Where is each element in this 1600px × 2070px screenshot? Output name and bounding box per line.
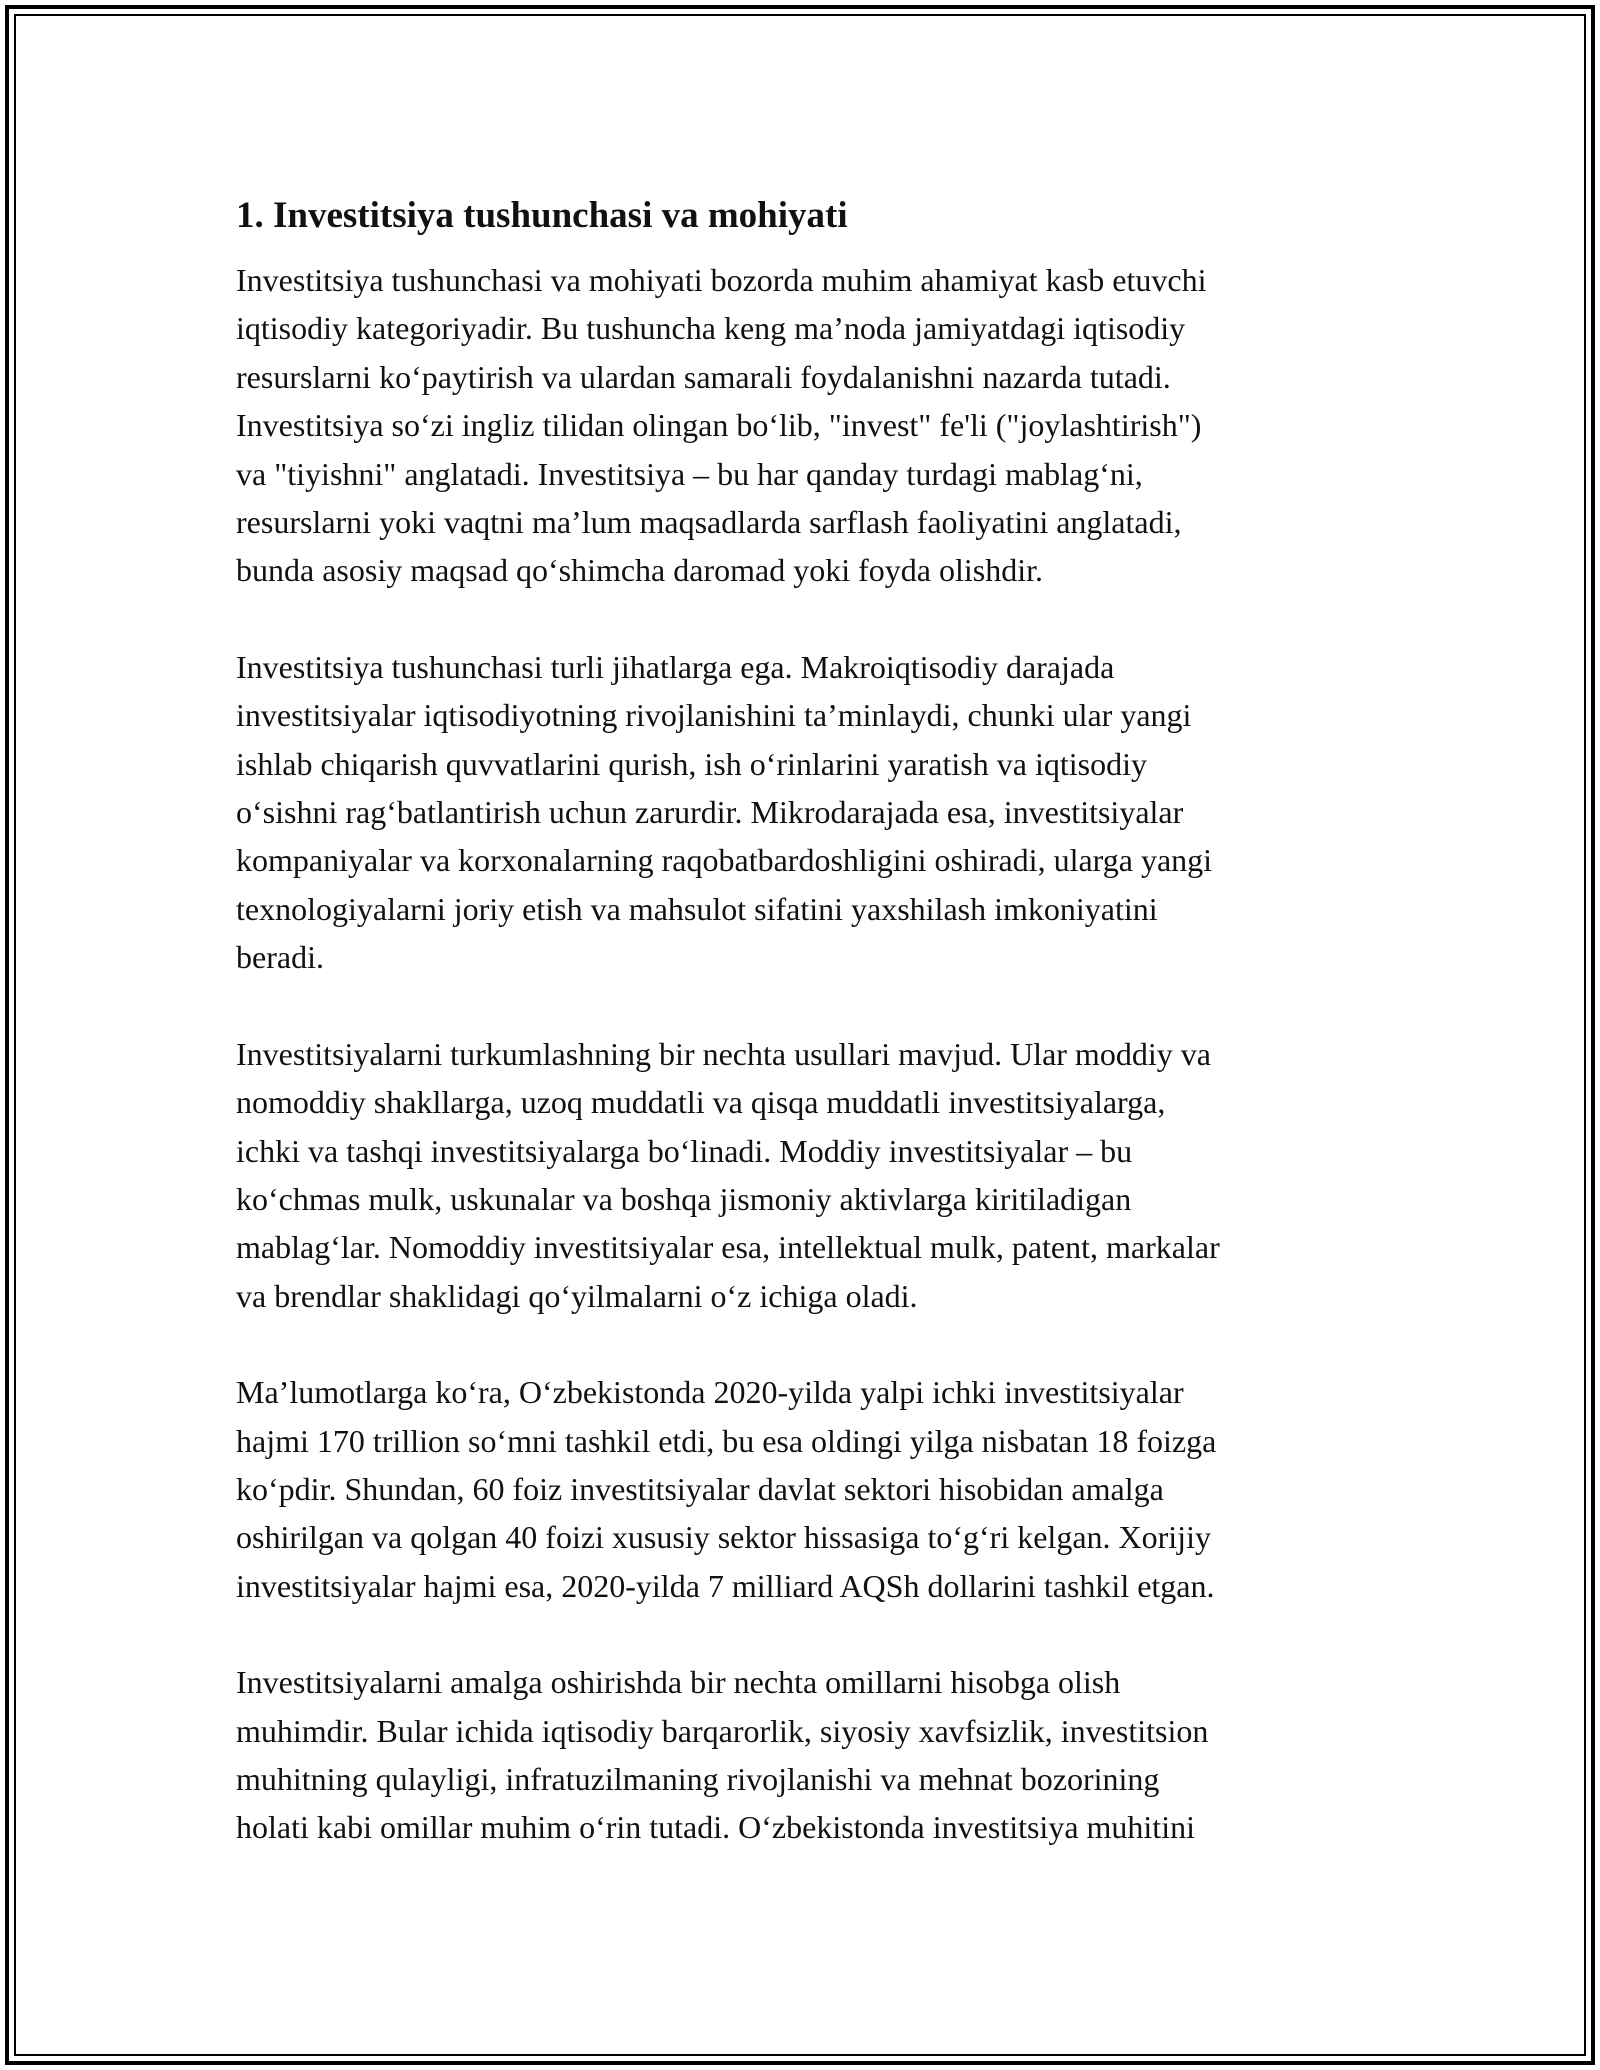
paragraph-line: oshirilgan va qolgan 40 foizi xususiy sektor hissasiga to‘g‘ri kelgan. Xorijiy	[236, 1519, 1211, 1556]
paragraph-line: muhimdir. Bular ichida iqtisodiy barqarorlik, siyosiy xavfsizlik, investitsion	[236, 1712, 1209, 1749]
paragraph-5	[236, 1658, 1376, 1852]
paragraph-2	[236, 643, 1376, 982]
paragraph-line: Investitsiya tushunchasi turli jihatlarga ega. Makroiqtisodiy darajada	[236, 648, 1115, 685]
paragraph-line: resurslarni ko‘paytirish va ulardan samarali foydalanishni nazarda tutadi.	[236, 358, 1171, 395]
paragraph-line: texnologiyalarni joriy etish va mahsulot sifatini yaxshilash imkoniyatini	[236, 890, 1158, 927]
paragraph-line: holati kabi omillar muhim o‘rin tutadi. O‘zbekistonda investitsiya muhitini	[236, 1809, 1195, 1846]
paragraph-1	[236, 256, 1376, 595]
paragraph-line: Ma’lumotlarga ko‘ra, O‘zbekistonda 2020-yilda yalpi ichki investitsiyalar	[236, 1374, 1184, 1411]
paragraph-line: resurslarni yoki vaqtni ma’lum maqsadlarda sarflash faoliyatini anglatadi,	[236, 504, 1182, 541]
paragraph-line: investitsiyalar hajmi esa, 2020-yilda 7 milliard AQSh dollarini tashkil etgan.	[236, 1567, 1215, 1604]
paragraph-line: nomoddiy shakllarga, uzoq muddatli va qisqa muddatli investitsiyalarga,	[236, 1084, 1166, 1121]
paragraph-line: Investitsiya tushunchasi va mohiyati bozorda muhim ahamiyat kasb etuvchi	[236, 262, 1207, 298]
paragraph-line: mablag‘lar. Nomoddiy investitsiyalar esa, intellektual mulk, patent, markalar	[236, 1229, 1220, 1266]
paragraph-3	[236, 1030, 1376, 1320]
paragraph-line: va brendlar shaklidagi qo‘yilmalarni o‘z ichiga oladi.	[236, 1277, 918, 1314]
section-heading: 1. Investitsiya tushunchasi va mohiyati	[236, 195, 848, 236]
paragraph-line: ishlab chiqarish quvvatlarini qurish, ish o‘rinlarini yaratish va iqtisodiy	[236, 745, 1147, 782]
paragraph-line: Investitsiyalarni amalga oshirishda bir nechta omillarni hisobga olish	[236, 1664, 1121, 1701]
paragraph-line: kompaniyalar va korxonalarning raqobatbardoshligini oshiradi, ularga yangi	[236, 842, 1213, 879]
paragraph-4	[236, 1368, 1376, 1610]
paragraph-line: ko‘chmas mulk, uskunalar va boshqa jismoniy aktivlarga kiritiladigan	[236, 1180, 1132, 1217]
paragraph-line: beradi.	[236, 939, 324, 976]
paragraph-line: va "tiyishni" anglatadi. Investitsiya – bu har qanday turdagi mablag‘ni,	[236, 455, 1143, 492]
paragraph-line: investitsiyalar iqtisodiyotning rivojlanishini ta’minlaydi, chunki ular yangi	[236, 697, 1192, 734]
paragraph-line: hajmi 170 trillion so‘mni tashkil etdi, bu esa oldingi yilga nisbatan 18 foizga	[236, 1422, 1217, 1459]
paragraph-line: Investitsiyalarni turkumlashning bir nechta usullari mavjud. Ular moddiy va	[236, 1035, 1211, 1072]
paragraph-line: Investitsiya so‘zi ingliz tilidan olingan bo‘lib, "invest" fe'li ("joylashtirish")	[236, 407, 1202, 444]
paragraph-line: ko‘pdir. Shundan, 60 foiz investitsiyalar davlat sektori hisobidan amalga	[236, 1470, 1164, 1507]
document-body	[236, 188, 1376, 1900]
paragraph-line: iqtisodiy kategoriyadir. Bu tushuncha keng ma’noda jamiyatdagi iqtisodiy	[236, 310, 1186, 347]
paragraph-line: muhitning qulayligi, infratuzilmaning rivojlanishi va mehnat bozorining	[236, 1760, 1160, 1797]
paragraph-line: bunda asosiy maqsad qo‘shimcha daromad yoki foyda olishdir.	[236, 552, 1043, 589]
paragraph-line: ichki va tashqi investitsiyalarga bo‘linadi. Moddiy investitsiyalar – bu	[236, 1132, 1133, 1169]
paragraph-line: o‘sishni rag‘batlantirish uchun zarurdir. Mikrodarajada esa, investitsiyalar	[236, 794, 1184, 831]
